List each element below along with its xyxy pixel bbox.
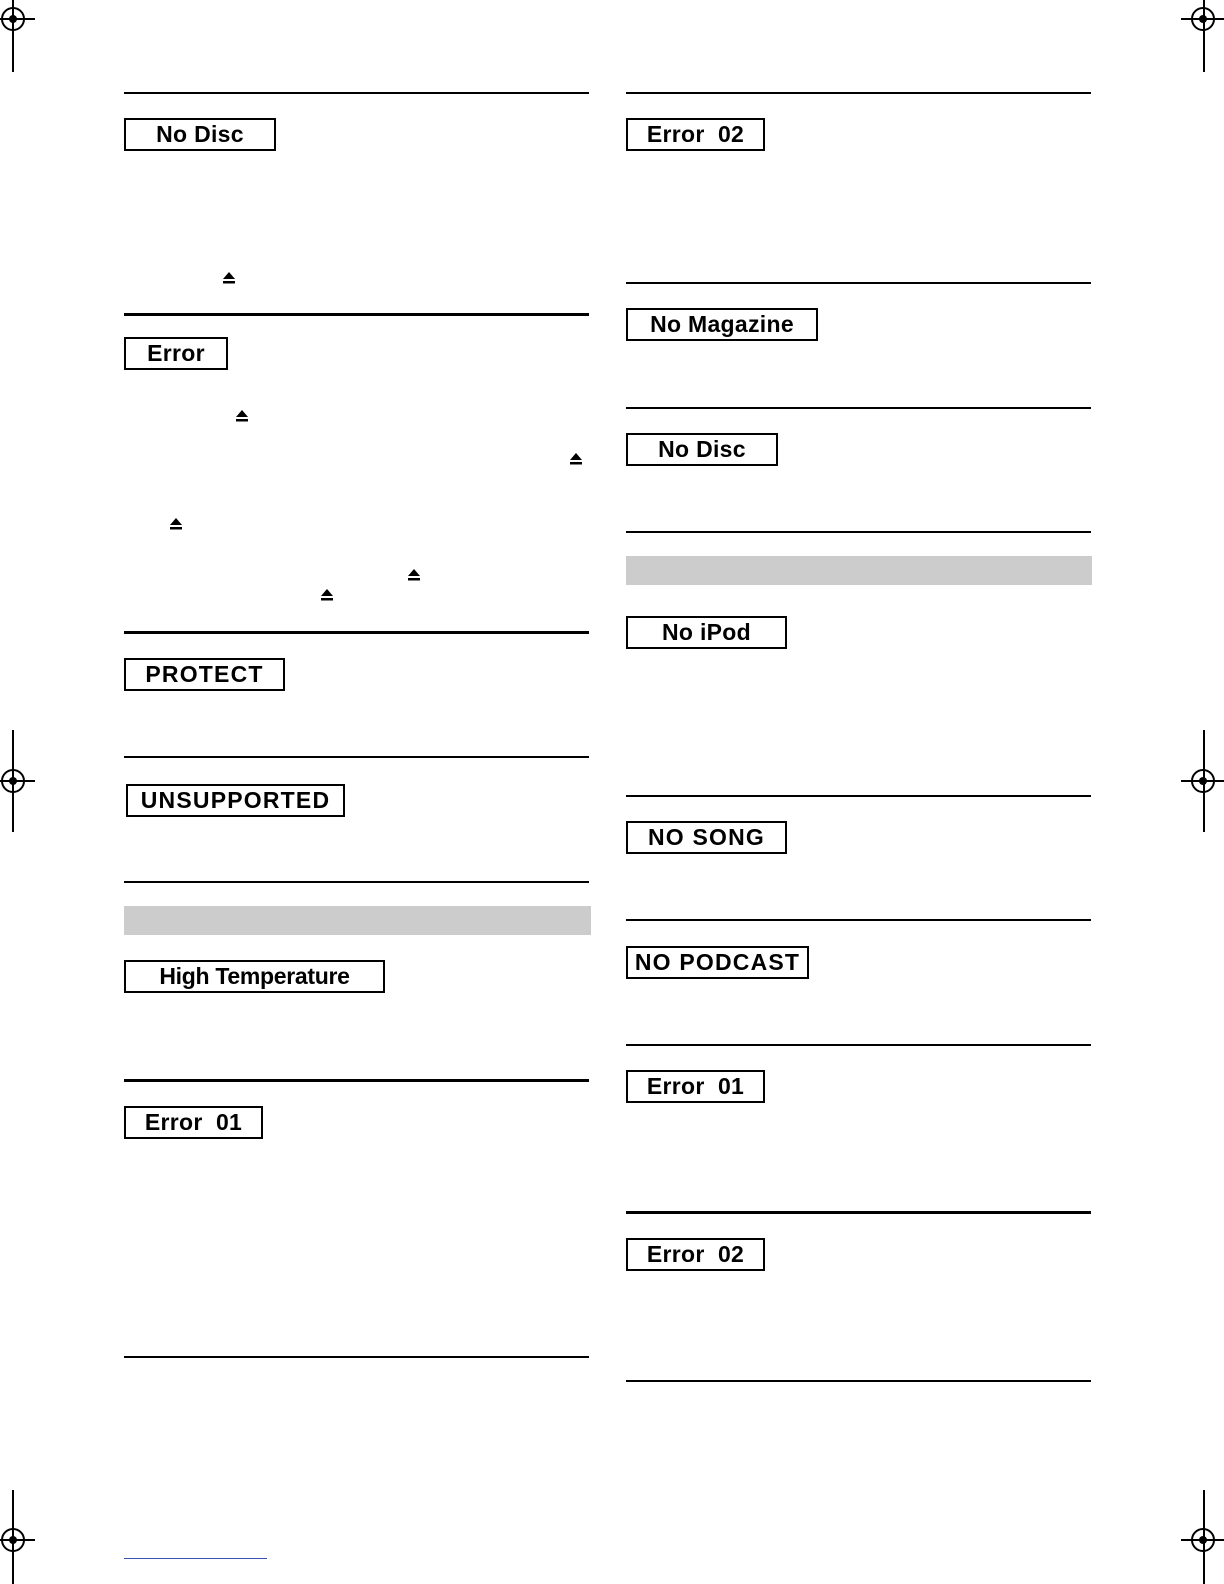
section-divider: [626, 1211, 1091, 1214]
section-divider: [124, 881, 589, 883]
section-divider: [124, 1079, 589, 1082]
eject-icon: [570, 453, 582, 465]
section-divider: [124, 92, 589, 94]
section-divider: [124, 756, 589, 758]
message-label-no-ipod: No iPod: [626, 616, 787, 649]
section-divider: [124, 631, 589, 634]
eject-icon: [408, 569, 420, 581]
registration-mark-icon: [1181, 1518, 1224, 1562]
section-divider: [626, 795, 1091, 797]
message-label-error: Error: [124, 337, 228, 370]
section-divider: [626, 282, 1091, 284]
message-label-protect: PROTECT: [124, 658, 285, 691]
message-label-high-temperature: High Temperature: [124, 960, 385, 993]
registration-mark-icon: [1181, 0, 1224, 41]
section-divider: [626, 92, 1091, 94]
registration-mark-icon: [0, 0, 35, 41]
registration-mark-icon: [0, 759, 35, 803]
section-divider: [124, 1356, 589, 1358]
message-label-error-02: Error 02: [626, 118, 765, 151]
eject-icon: [170, 518, 182, 530]
eject-icon: [321, 589, 333, 601]
category-header-band: [626, 556, 1092, 585]
registration-mark-icon: [1181, 759, 1224, 803]
message-label-error-01: Error 01: [626, 1070, 765, 1103]
section-divider: [626, 1380, 1091, 1382]
message-label-error-01: Error 01: [124, 1106, 263, 1139]
registration-mark-icon: [0, 1518, 35, 1562]
footer-link-underline: [124, 1558, 267, 1559]
category-header-band: [124, 906, 591, 935]
message-label-no-disc: No Disc: [124, 118, 276, 151]
section-divider: [124, 313, 589, 316]
eject-icon: [236, 410, 248, 422]
message-label-unsupported: UNSUPPORTED: [126, 784, 345, 817]
message-label-error-02: Error 02: [626, 1238, 765, 1271]
message-label-no-magazine: No Magazine: [626, 308, 818, 341]
eject-icon: [223, 272, 235, 284]
section-divider: [626, 919, 1091, 921]
section-divider: [626, 407, 1091, 409]
section-divider: [626, 1044, 1091, 1046]
message-label-no-podcast: NO PODCAST: [626, 946, 809, 979]
message-label-no-disc: No Disc: [626, 433, 778, 466]
section-divider: [626, 531, 1091, 533]
message-label-no-song: NO SONG: [626, 821, 787, 854]
